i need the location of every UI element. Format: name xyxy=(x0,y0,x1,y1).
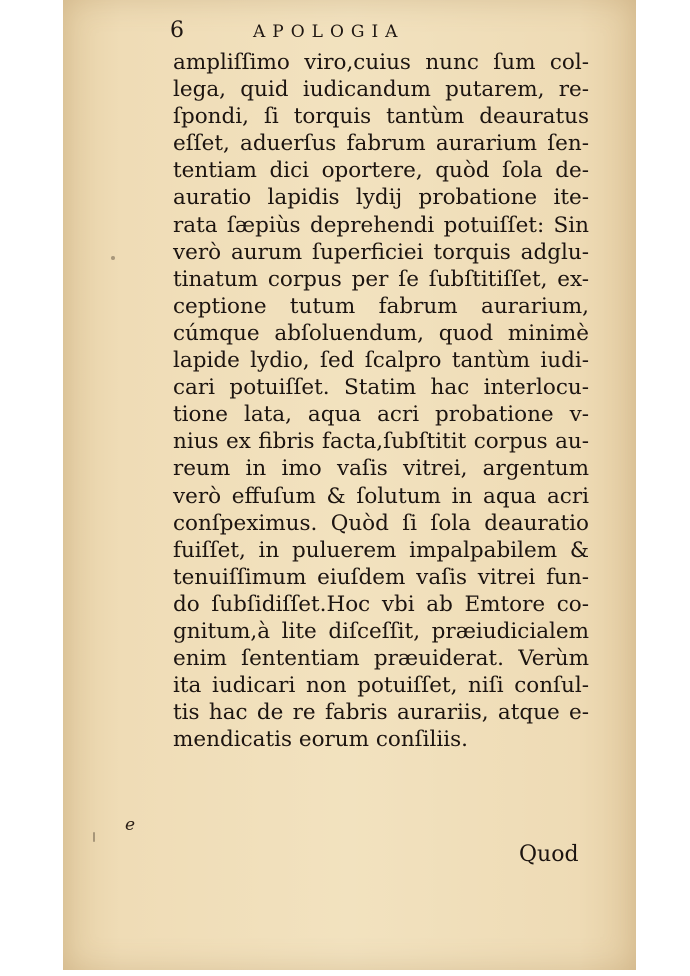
text-line: tinatum corpus per ſe ſubſtitiſſet, ex- xyxy=(173,266,589,292)
text-line: mendicatis eorum conſiliis. xyxy=(173,727,469,753)
text-line: verò effuſum & ſolutum in aqua acri xyxy=(173,483,589,509)
page-number: 6 xyxy=(170,18,184,43)
text-line: tione lata, aqua acri probatione v- xyxy=(173,402,589,428)
catchword: Quod xyxy=(519,842,579,867)
text-line: ceptione tutum fabrum aurarium, xyxy=(173,293,589,319)
running-head: APOLOGIA xyxy=(253,22,405,42)
body-text xyxy=(173,49,589,753)
text-line: eſſet, aduerſus fabrum aurarium ſen- xyxy=(173,131,589,157)
text-line: lega, quid iudicandum putarem, re- xyxy=(173,77,589,103)
text-line: cari potuiſſet. Statim hac interlocu- xyxy=(173,375,589,401)
text-line: fuiſſet, in puluerem impalpabilem & xyxy=(173,537,589,563)
text-line: verò aurum ſuperficiei torquis adglu- xyxy=(173,239,589,265)
text-line: rata ſæpiùs deprehendi potuiſſet: Sin xyxy=(173,212,589,238)
text-line: ita iudicari non potuiſſet, niſi conſul- xyxy=(173,673,589,699)
text-line: tenuiſſimum eiuſdem vaſis vitrei fun- xyxy=(173,564,589,590)
text-line: nius ex fibris facta,ſubſtitit corpus au- xyxy=(173,429,589,455)
text-line: auratio lapidis lydij probatione ite- xyxy=(173,185,589,211)
text-line: gnitum,à lite diſceſſit, præiudicialem xyxy=(173,618,589,644)
text-line: tis hac de re fabris aurariis, atque e- xyxy=(173,700,589,726)
ink-speck xyxy=(93,832,95,842)
text-line: ampliſſimo viro,cuius nunc ſum col- xyxy=(173,50,589,75)
text-line: conſpeximus. Quòd ſi ſola deauratio xyxy=(173,510,589,536)
text-line: cúmque abſoluendum, quod minimè xyxy=(173,320,589,346)
text-line: ſpondi, ſi torquis tantùm deauratus xyxy=(173,104,589,130)
text-line: enim ſententiam præuiderat. Verùm xyxy=(173,646,589,672)
text-line: reum in imo vaſis vitrei, argentum xyxy=(173,456,589,482)
text-line: lapide lydio, ſed ſcalpro tantùm iudi- xyxy=(173,348,589,374)
book-page xyxy=(63,0,636,970)
text-line: tentiam dici oportere, quòd ſola de- xyxy=(173,158,589,184)
margin-note: e xyxy=(125,815,136,835)
ink-speck xyxy=(111,256,115,260)
text-line: do ſubſidiſſet.Hoc vbi ab Emtore co- xyxy=(173,591,589,617)
